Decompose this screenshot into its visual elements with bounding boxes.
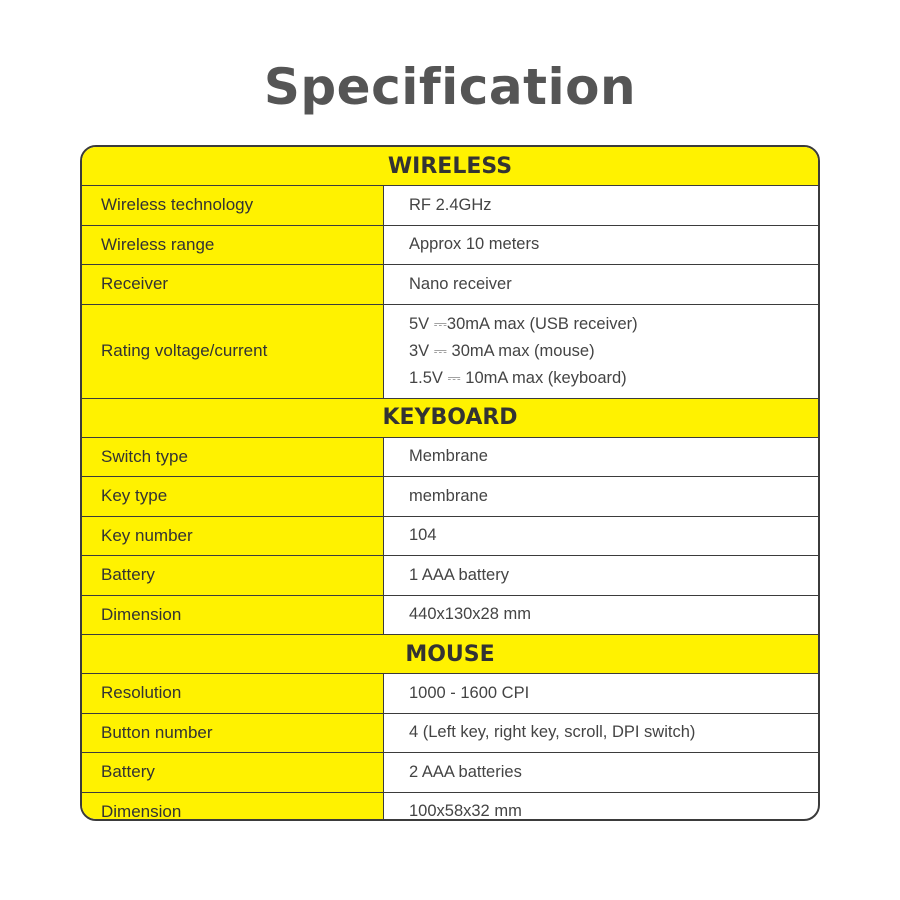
value-text: Membrane [409,447,488,466]
value-text: 2 AAA batteries [409,762,522,781]
section-header-mouse: MOUSE [82,635,818,674]
table-row [82,596,818,636]
table-row [82,226,818,266]
row-value [384,674,818,713]
table-row [82,714,818,754]
row-label: Dimension [82,596,384,635]
row-label: Switch type [82,438,384,477]
row-value [384,793,818,822]
row-value [384,226,818,265]
value-text: 3V ⎓ 30mA max (mouse) [409,341,595,360]
row-label: Key type [82,477,384,516]
section-header-keyboard: KEYBOARD [82,399,818,438]
row-label: Battery [82,753,384,792]
value-text: 100x58x32 mm [409,802,522,821]
value-text: Approx 10 meters [409,235,540,254]
section-header-wireless: WIRELESS [82,147,818,186]
row-label: Resolution [82,674,384,713]
value-text: 5V ⎓30mA max (USB receiver) [409,314,638,333]
table-row [82,305,818,399]
table-row [82,753,818,793]
row-value [384,477,818,516]
value-text: 440x130x28 mm [409,605,531,624]
row-value [384,438,818,477]
value-text: Nano receiver [409,274,512,293]
table-row [82,556,818,596]
table-row [82,186,818,226]
value-text: 4 (Left key, right key, scroll, DPI switch) [409,723,696,742]
row-label: Rating voltage/current [82,305,384,398]
row-label: Key number [82,517,384,556]
row-label: Battery [82,556,384,595]
spec-table [80,145,820,821]
row-label: Wireless range [82,226,384,265]
row-value [384,753,818,792]
row-value [384,556,818,595]
row-label: Receiver [82,265,384,304]
table-row [82,793,818,822]
row-value [384,714,818,753]
value-text: membrane [409,486,488,505]
value-text: RF 2.4GHz [409,195,492,214]
value-text: 1.5V ⎓ 10mA max (keyboard) [409,368,627,387]
table-row [82,477,818,517]
row-label: Wireless technology [82,186,384,225]
table-row [82,674,818,714]
row-value [384,596,818,635]
row-value [384,265,818,304]
table-row [82,265,818,305]
row-label: Dimension [82,793,384,822]
value-text: 1 AAA battery [409,565,509,584]
row-value [384,186,818,225]
table-row [82,438,818,478]
page-title: Specification [263,58,637,116]
row-value [384,305,818,398]
row-value [384,517,818,556]
table-row [82,517,818,557]
row-label: Button number [82,714,384,753]
value-text: 1000 - 1600 CPI [409,683,530,702]
value-text: 104 [409,526,437,545]
